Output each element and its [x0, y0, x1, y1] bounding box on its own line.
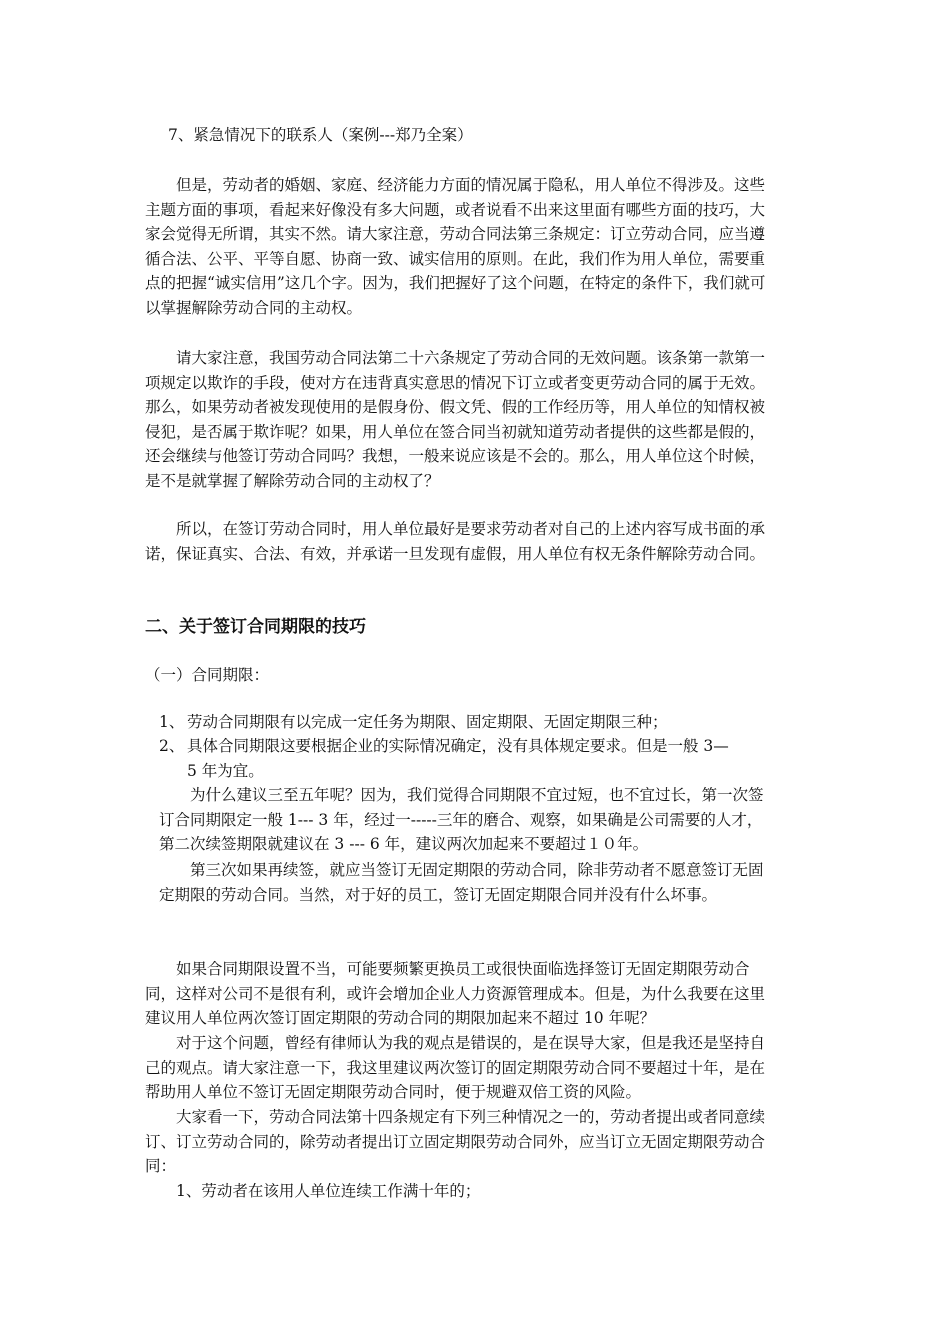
paragraph-improper-term: 如果合同期限设置不当，可能要频繁更换员工或很快面临选择签订无固定期限劳动合同，这样对公司不是很有利，或许会增加企业人力资源管理成本。但是，为什么我要在这里建议用人单位两次签订固定期限的劳动合同的期限加起来不超过 10 年呢？ [145, 960, 766, 1027]
paragraph-written-commitment: 所以，在签订劳动合同时，用人单位最好是要求劳动者对自己的上述内容写成书面的承诺，保证真实、合法、有效，并承诺一旦发现有虚假，用人单位有权无条件解除劳动合同。 [145, 520, 766, 563]
list-item-text-continued: 5 年为宜。 [187, 761, 264, 780]
paragraph-article-14: 大家看一下，劳动合同法第十四条规定有下列三种情况之一的，劳动者提出或者同意续订、订立劳动合同的，除劳动者提出订立固定期限劳动合同外，应当订立无固定期限劳动合同： [145, 1108, 766, 1175]
list-item [145, 710, 775, 735]
case-heading: 7、紧急情况下的联系人（案例---郑乃全案） [168, 126, 473, 144]
sub-paragraph-why-3-5-years: 为什么建议三至五年呢？因为，我们觉得合同期限不宜过短，也不宜过长，第一次签订合同期限定一般 1--- 3 年，经过一-----三年的磨合、观察，如果确是公司需要的人才，第二次续签期限就建议在 3 --- 6 年，建议两次加起来不要超过１０年。 [159, 786, 764, 853]
list-item-number: 1、 [159, 713, 185, 731]
list-item-text: 劳动合同期限有以完成一定任务为期限、固定期限、无固定期限三种； [187, 713, 668, 731]
list-item-number: 2、 [159, 737, 185, 755]
list-item [145, 734, 775, 783]
section-title: 二、关于签订合同期限的技巧 [145, 617, 366, 637]
sub-paragraph-third-renewal: 第三次如果再续签，就应当签订无固定期限的劳动合同，除非劳动者不愿意签订无固定期限的劳动合同。当然，对于好的员工，签订无固定期限合同并没有什么坏事。 [159, 861, 764, 904]
paragraph-condition-1: 1、劳动者在该用人单位连续工作满十年的； [176, 1182, 481, 1200]
paragraph-lawyer-opinion: 对于这个问题，曾经有律师认为我的观点是错误的，是在误导大家，但是我还是坚持自己的观点。请大家注意一下，我这里建议两次签订的固定期限劳动合同不要超过十年，是在帮助用人单位不签订无固定期限劳动合同时，便于规避双倍工资的风险。 [145, 1034, 766, 1101]
subsection-title: （一）合同期限： [145, 666, 270, 684]
list-item-text: 具体合同期限这要根据企业的实际情况确定，没有具体规定要求。但是一般 3— [187, 737, 729, 755]
paragraph-invalid-contract: 请大家注意，我国劳动合同法第二十六条规定了劳动合同的无效问题。该条第一款第一项规定以欺诈的手段，使对方在违背真实意思的情况下订立或者变更劳动合同的属于无效。那么，如果劳动者被发现使用的是假身份、假文凭、假的工作经历等，用人单位的知情权被侵犯，是否属于欺诈呢？如果，用人单位在签合同当初就知道劳动者提供的这些都是假的，还会继续与他签订劳动合同吗？我想，一般来说应该是不会的。那么，用人单位这个时候，是不是就掌握了解除劳动合同的主动权了？ [145, 349, 766, 490]
paragraph-privacy: 但是，劳动者的婚姻、家庭、经济能力方面的情况属于隐私，用人单位不得涉及。这些主题方面的事项，看起来好像没有多大问题，或者说看不出来这里面有哪些方面的技巧，大家会觉得无所谓，其实不然。请大家注意，劳动合同法第三条规定：订立劳动合同，应当遵循合法、公平、平等自愿、协商一致、诚实信用的原则。在此，我们作为用人单位，需要重点的把握“诚实信用”这几个字。因为，我们把握好了这个问题，在特定的条件下，我们就可以掌握解除劳动合同的主动权。 [145, 176, 766, 317]
